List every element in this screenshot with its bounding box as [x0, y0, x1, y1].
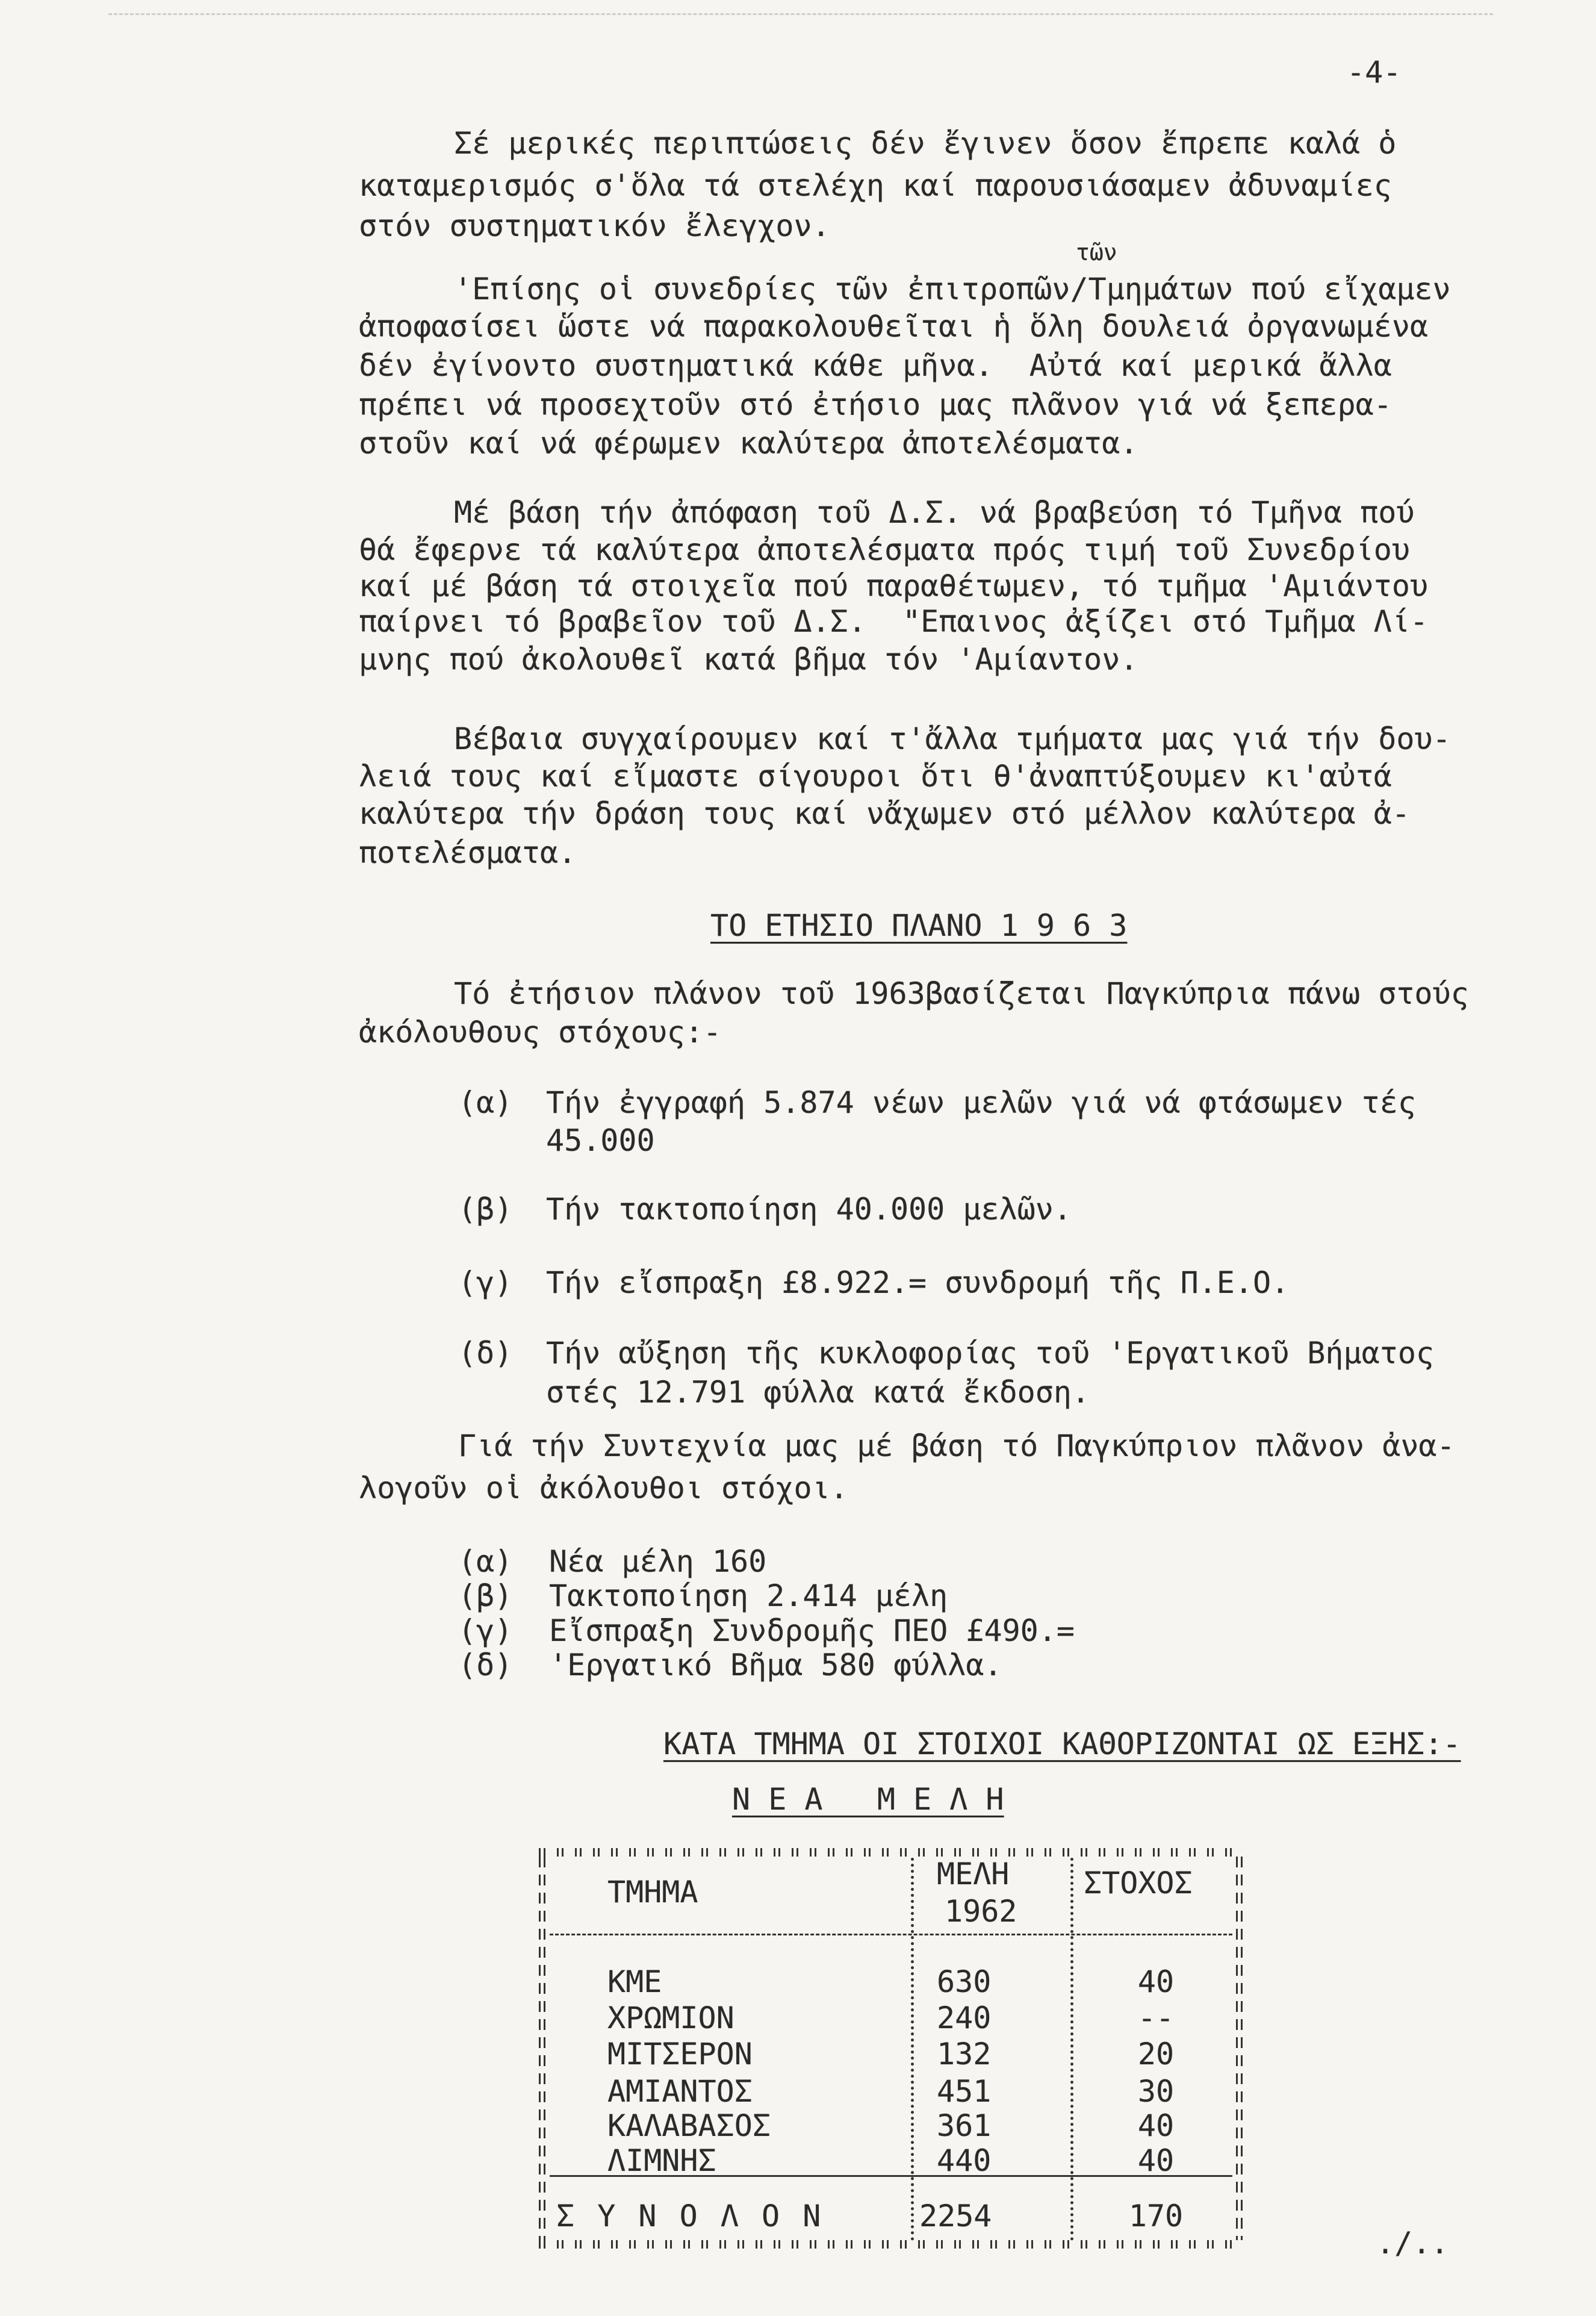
- continuation-mark: ./..: [1376, 2226, 1449, 2261]
- table-cell-members: 240: [937, 2000, 992, 2035]
- paragraph-line: Σέ μερικές περιπτώσεις δέν ἔγινεν ὅσον ἔπρεπε καλά ὁ: [454, 126, 1397, 161]
- goal-label: (δ): [458, 1336, 513, 1371]
- table-cell-target: 30: [1137, 2074, 1175, 2109]
- table-total-members: 2254: [919, 2199, 992, 2234]
- paragraph-line: παίρνει τό βραβεῖον τοῦ Δ.Σ. "Επαινος ἀξίζει στό Τμῆμα Λί-: [359, 604, 1429, 639]
- goal-text: Τακτοποίηση 2.414 μέλη: [549, 1578, 948, 1613]
- goal-label: (α): [458, 1085, 513, 1120]
- scan-edge-line: [108, 13, 1493, 15]
- paragraph-line: μνης πού ἀκολουθεῖ κατά βῆμα τόν 'Αμίαντον.: [359, 642, 1138, 677]
- goal-text: 45.000: [546, 1123, 655, 1158]
- column-separator: [911, 1858, 914, 2241]
- table-cell-section: ΚΑΛΑΒΑΣΟΣ: [607, 2108, 771, 2143]
- table-cell-members: 132: [937, 2037, 992, 2072]
- page-number: -4-: [1347, 55, 1402, 90]
- table-total-label: Σ Υ Ν Ο Λ Ο Ν: [556, 2199, 824, 2234]
- goal-text: Νέα μέλη 160: [549, 1544, 767, 1579]
- goal-text: Τήν εἴσπραξη £8.922.= συνδρομή τῆς Π.Ε.Ο.: [546, 1265, 1290, 1300]
- table-cell-section: ΚΜΕ: [607, 1964, 662, 1999]
- new-members-table: [539, 1848, 1243, 2249]
- goal-label: (β): [458, 1578, 513, 1613]
- paragraph-line: πρέπει νά προσεχτοῦν στό ἐτήσιο μας πλᾶνον γιά νά ξεπερα-: [359, 387, 1392, 422]
- goal-label: (γ): [458, 1265, 513, 1300]
- new-members-subheading: Ν Ε Α Μ Ε Λ Η: [732, 1782, 1004, 1817]
- table-cell-members: 630: [937, 1964, 992, 1999]
- goal-label: (α): [458, 1544, 513, 1579]
- table-cell-target: 40: [1137, 2143, 1175, 2178]
- goal-label: (γ): [458, 1613, 513, 1648]
- table-header-members-year: 1962: [945, 1894, 1017, 1929]
- table-cell-members: 440: [937, 2143, 992, 2178]
- table-cell-target: --: [1137, 2000, 1175, 2035]
- table-cell-target: 40: [1137, 1964, 1175, 1999]
- goal-text: 'Εργατικό Βῆμα 580 φύλλα.: [549, 1648, 1002, 1683]
- paragraph-line: στοῦν καί νά φέρωμεν καλύτερα ἀποτελέσματα.: [359, 426, 1138, 461]
- table-header-section: ΤΜΗΜΑ: [607, 1875, 698, 1910]
- goal-label: (δ): [458, 1648, 513, 1683]
- paragraph-line: ποτελέσματα.: [359, 835, 577, 870]
- insertion-mark: τῶν: [1076, 239, 1117, 266]
- paragraph-line: στόν συστηματικόν ἔλεγχον.: [359, 208, 830, 243]
- paragraph-line: καί μέ βάση τά στοιχεῖα πού παραθέτωμεν, τό τμῆμα 'Αμιάντου: [359, 568, 1429, 603]
- targets-heading: ΚΑΤΑ ΤΜΗΜΑ ΟΙ ΣΤΟΙΧΟΙ ΚΑΘΟΡΙΖΟΝΤΑΙ ΩΣ ΕΞΗΣ:-: [663, 1726, 1461, 1761]
- table-border-top: [539, 1848, 1243, 1857]
- table-border-bottom: [539, 2240, 1243, 2249]
- table-border-left: [539, 1857, 545, 2240]
- table-cell-target: 20: [1137, 2037, 1175, 2072]
- goal-text: Εἴσπραξη Συνδρομῆς ΠΕΟ £490.=: [549, 1613, 1075, 1648]
- table-cell-members: 361: [937, 2108, 992, 2143]
- paragraph-line: ἀκόλουθους στόχους:-: [359, 1015, 722, 1050]
- table-border-right: [1236, 1857, 1243, 2240]
- goal-label: (β): [458, 1192, 513, 1227]
- paragraph-line: ἀποφασίσει ὥστε νά παρακολουθεῖται ἡ ὅλη δουλειά ὀργανωμένα: [359, 309, 1429, 344]
- paragraph-line: καλύτερα τήν δράση τους καί νἄχωμεν στό μέλλον καλύτερα ἀ-: [359, 796, 1410, 831]
- goal-text: Τήν αὔξηση τῆς κυκλοφορίας τοῦ 'Εργατικοῦ Βήματος: [546, 1336, 1435, 1371]
- table-cell-section: ΧΡΩΜΙΟΝ: [607, 2000, 734, 2035]
- paragraph-line: καταμερισμός σ'ὅλα τά στελέχη καί παρουσιάσαμεν ἀδυναμίες: [359, 168, 1392, 203]
- header-divider: [550, 1934, 1232, 1935]
- paragraph-line: 'Επίσης οἱ συνεδρίες τῶν ἐπιτροπῶν/Τμημάτων πού εἴχαμεν: [454, 272, 1451, 307]
- table-header-target: ΣΤΟΧΟΣ: [1084, 1866, 1193, 1900]
- table-cell-section: ΑΜΙΑΝΤΟΣ: [607, 2074, 753, 2109]
- goal-text: Τήν τακτοποίηση 40.000 μελῶν.: [546, 1192, 1072, 1227]
- paragraph-line: Μέ βάση τήν ἀπόφαση τοῦ Δ.Σ. νά βραβεύση τό Τμῆνα πού: [454, 495, 1415, 530]
- paragraph-line: Γιά τήν Συντεχνία μας μέ βάση τό Παγκύπριον πλᾶνον ἀνα-: [458, 1428, 1455, 1463]
- goal-text: στές 12.791 φύλλα κατά ἔκδοση.: [546, 1375, 1090, 1410]
- paragraph-line: Βέβαια συγχαίρουμεν καί τ'ἄλλα τμήματα μας γιά τήν δου-: [454, 721, 1451, 756]
- paragraph-line: λογοῦν οἱ ἀκόλουθοι στόχοι.: [359, 1471, 848, 1505]
- table-cell-section: ΜΙΤΣΕΡΟΝ: [607, 2037, 753, 2072]
- table-cell-target: 40: [1137, 2108, 1175, 2143]
- table-header-members: ΜΕΛΗ: [937, 1857, 1010, 1891]
- table-cell-members: 451: [937, 2074, 992, 2109]
- goal-text: Τήν ἐγγραφή 5.874 νέων μελῶν γιά νά φτάσωμεν τές: [546, 1085, 1416, 1120]
- table-cell-section: ΛΙΜΝΗΣ: [607, 2143, 716, 2178]
- paragraph-line: λειά τους καί εἴμαστε σίγουροι ὅτι θ'ἀναπτύξουμεν κι'αὐτά: [359, 759, 1392, 794]
- paragraph-line: δέν ἐγίνοντο συστηματικά κάθε μῆνα. Αὐτά καί μερικά ἄλλα: [359, 348, 1392, 383]
- paragraph-line: θά ἔφερνε τά καλύτερα ἀποτελέσματα πρός τιμή τοῦ Συνεδρίου: [359, 532, 1410, 567]
- table-total-target: 170: [1128, 2199, 1184, 2234]
- annual-plan-heading: ΤΟ ΕΤΗΣΙΟ ΠΛΑΝΟ 1 9 6 3: [710, 908, 1128, 943]
- column-separator: [1070, 1858, 1073, 2241]
- paragraph-line: Τό ἐτήσιον πλάνον τοῦ 1963βασίζεται Παγκύπρια πάνω στούς: [454, 976, 1469, 1011]
